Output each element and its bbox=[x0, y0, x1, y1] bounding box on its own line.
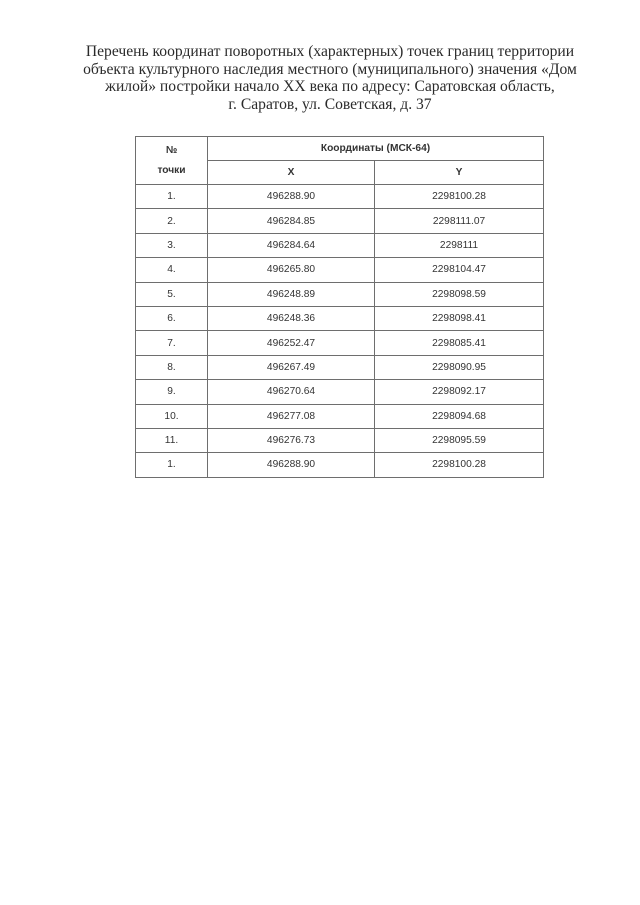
table-row bbox=[136, 209, 544, 233]
x-column-header: X bbox=[208, 161, 375, 185]
y-coordinate-cell: 2298095.59 bbox=[375, 428, 544, 452]
table-row bbox=[136, 428, 544, 452]
point-number-cell: 5. bbox=[136, 282, 208, 306]
table-row bbox=[136, 380, 544, 404]
x-coordinate-cell: 496267.49 bbox=[208, 355, 375, 379]
x-coordinate-cell: 496270.64 bbox=[208, 380, 375, 404]
table-row bbox=[136, 258, 544, 282]
x-coordinate-cell: 496265.80 bbox=[208, 258, 375, 282]
x-coordinate-cell: 496248.89 bbox=[208, 282, 375, 306]
point-number-cell: 9. bbox=[136, 380, 208, 404]
x-coordinate-cell: 496284.85 bbox=[208, 209, 375, 233]
table-row bbox=[136, 453, 544, 477]
title-line-3: жилой» постройки начало XX века по адресу: Саратовская область, bbox=[105, 78, 555, 96]
x-coordinate-cell: 496277.08 bbox=[208, 404, 375, 428]
point-number-header bbox=[136, 137, 208, 185]
table-row bbox=[136, 185, 544, 209]
title-line-1: Перечень координат поворотных (характерных) точек границ территории bbox=[85, 43, 575, 60]
y-coordinate-cell: 2298098.59 bbox=[375, 282, 544, 306]
x-coordinate-cell: 496288.90 bbox=[208, 185, 375, 209]
y-coordinate-cell: 2298098.41 bbox=[375, 306, 544, 330]
y-coordinate-cell: 2298111 bbox=[375, 233, 544, 257]
table-header-row bbox=[136, 137, 544, 161]
y-coordinate-cell: 2298104.47 bbox=[375, 258, 544, 282]
y-coordinate-cell: 2298100.28 bbox=[375, 453, 544, 477]
point-number-cell: 10. bbox=[136, 404, 208, 428]
point-number-header-symbol: № bbox=[165, 144, 178, 156]
coordinates-header: Координаты (МСК-64) bbox=[208, 137, 544, 161]
point-number-cell: 8. bbox=[136, 355, 208, 379]
table-row bbox=[136, 331, 544, 355]
table-row bbox=[136, 404, 544, 428]
table-row bbox=[136, 355, 544, 379]
coordinates-table bbox=[135, 136, 544, 478]
x-coordinate-cell: 496248.36 bbox=[208, 306, 375, 330]
point-number-cell: 6. bbox=[136, 306, 208, 330]
y-coordinate-cell: 2298092.17 bbox=[375, 380, 544, 404]
table-row bbox=[136, 282, 544, 306]
point-number-cell: 1. bbox=[136, 453, 208, 477]
y-coordinate-cell: 2298111.07 bbox=[375, 209, 544, 233]
point-number-cell: 4. bbox=[136, 258, 208, 282]
y-coordinate-cell: 2298100.28 bbox=[375, 185, 544, 209]
document-title bbox=[60, 43, 600, 113]
x-coordinate-cell: 496284.64 bbox=[208, 233, 375, 257]
y-coordinate-cell: 2298090.95 bbox=[375, 355, 544, 379]
point-number-cell: 2. bbox=[136, 209, 208, 233]
table-body bbox=[136, 185, 544, 478]
point-number-cell: 11. bbox=[136, 428, 208, 452]
y-coordinate-cell: 2298085.41 bbox=[375, 331, 544, 355]
table-row bbox=[136, 306, 544, 330]
point-number-cell: 1. bbox=[136, 185, 208, 209]
point-number-cell: 3. bbox=[136, 233, 208, 257]
y-coordinate-cell: 2298094.68 bbox=[375, 404, 544, 428]
point-number-cell: 7. bbox=[136, 331, 208, 355]
x-coordinate-cell: 496288.90 bbox=[208, 453, 375, 477]
title-line-4: г. Саратов, ул. Советская, д. 37 bbox=[228, 95, 432, 113]
y-column-header: Y bbox=[375, 161, 544, 185]
table-row bbox=[136, 233, 544, 257]
point-number-header-word: точки bbox=[157, 164, 186, 176]
title-line-2: объекта культурного наследия местного (муниципального) значения «Дом bbox=[83, 60, 577, 78]
x-coordinate-cell: 496276.73 bbox=[208, 428, 375, 452]
x-coordinate-cell: 496252.47 bbox=[208, 331, 375, 355]
